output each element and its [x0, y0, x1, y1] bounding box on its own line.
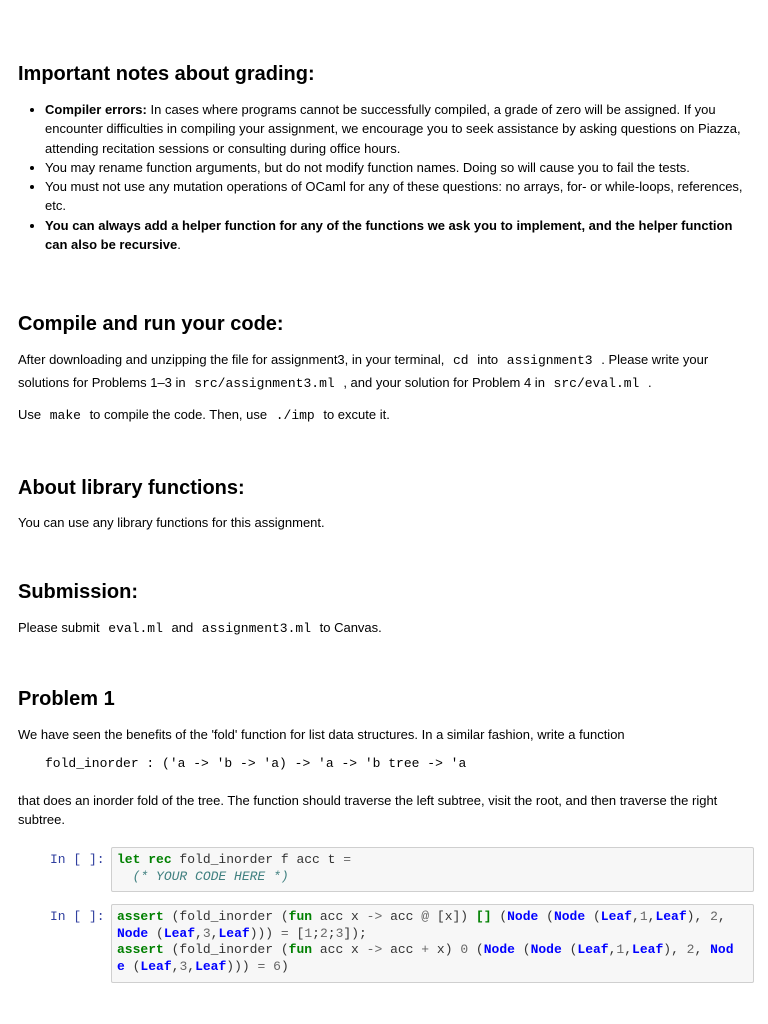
submission-heading: Submission:: [18, 581, 139, 603]
list-item: • You may rename function arguments, but do not modify function names. Doing so will cause you to fail the tests.: [45, 158, 745, 177]
library-paragraph: You can use any library functions for this assignment.: [18, 515, 325, 530]
problem1-description: that does an inorder fold of the tree. The function should traverse the left subtree, visit the root, and then traverse the right subtree.: [18, 793, 718, 827]
cell-prompt: In [ ]:: [50, 852, 105, 867]
make-paragraph: Use make to compile the code. Then, use ./imp to excute it.: [18, 407, 390, 423]
inline-code: assignment3: [506, 353, 593, 368]
problem1-intro: We have seen the benefits of the 'fold' function for list data structures. In a similar fashion, write a function: [18, 727, 625, 742]
inline-code: src/assignment3.ml: [194, 376, 335, 391]
signature-code: fold_inorder : ('a -> 'b -> 'a) -> 'a -> 'b tree -> 'a: [45, 756, 467, 771]
compile-heading: Compile and run your code:: [18, 313, 284, 335]
inline-code: make: [49, 408, 81, 423]
code-editor[interactable]: assert (fold_inorder (fun acc x -> acc @ [x]) [] (Node (Node (Leaf,1,Leaf), 2, Node (Leaf,3,Leaf))) = [1;2;3]); assert (fold_inorder (fun acc x -> acc + x) 0 (Node (Node (Leaf,1,Leaf), 2, Nod e (Leaf,3,Leaf))) = 6): [111, 904, 754, 983]
code-cell-2[interactable]: [18, 904, 754, 984]
inline-code: cd: [452, 353, 469, 368]
inline-code: ./imp: [275, 408, 315, 423]
list-item: • You can always add a helper function for any of the functions we ask you to implement, and the helper function can also be recursive.: [45, 216, 745, 255]
submission-paragraph: Please submit eval.ml and assignment3.ml to Canvas.: [18, 620, 382, 636]
list-item: • Compiler errors: In cases where programs cannot be successfully compiled, a grade of zero will be assigned. If you encounter difficulties in compiling your assignment, we encourage you to seek assistance by asking questions on Piazza, attending recitation sessions or consulting during office hours.: [45, 100, 745, 158]
grading-notes-list: [18, 100, 745, 254]
code-cell-1[interactable]: [18, 847, 754, 893]
grading-heading: Important notes about grading:: [18, 63, 315, 85]
inline-code: src/eval.ml: [553, 376, 640, 391]
inline-code: eval.ml: [108, 621, 163, 636]
compile-paragraph: After downloading and unzipping the file for assignment3, in your terminal, cd into assignment3 . Please write your solutions for Problems 1–3 in src/assignment3.ml , and your solution for Problem 4 in src/eval.ml .: [18, 352, 709, 391]
cell-prompt: In [ ]:: [50, 909, 105, 924]
code-editor[interactable]: let rec fold_inorder f acc t = (* YOUR CODE HERE *): [111, 847, 754, 892]
library-heading: About library functions:: [18, 477, 245, 499]
list-item: • You must not use any mutation operations of OCaml for any of these questions: no arrays, for- or while-loops, references, etc.: [45, 177, 745, 216]
inline-code: assignment3.ml: [201, 621, 312, 636]
problem1-heading: Problem 1: [18, 688, 115, 710]
